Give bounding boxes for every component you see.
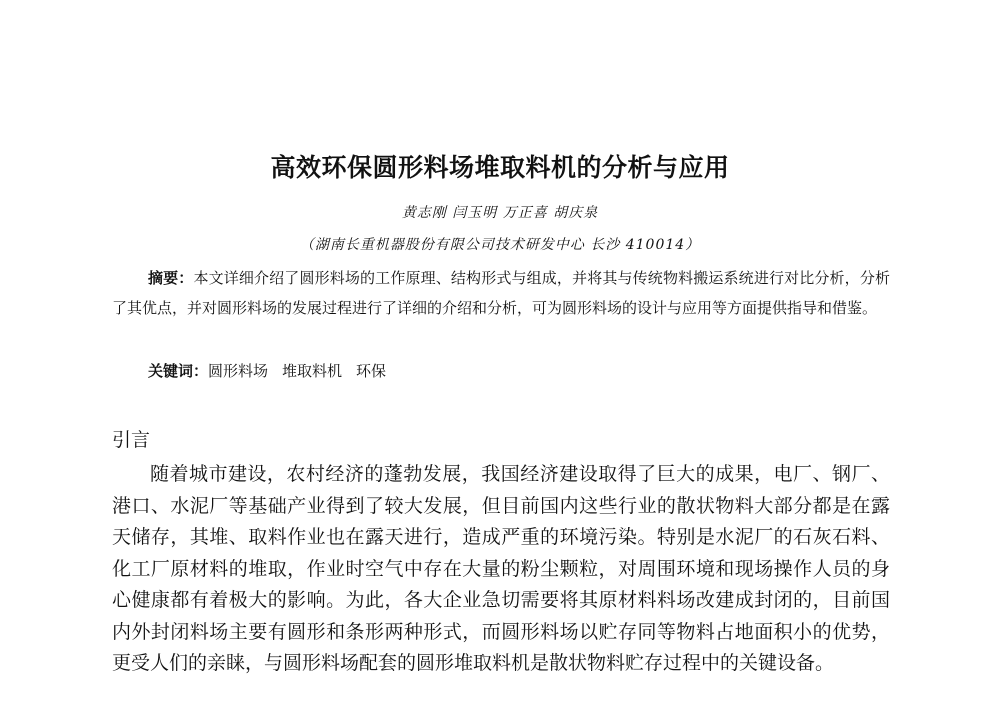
paper-title: 高效环保圆形料场堆取料机的分析与应用 (270, 153, 730, 182)
affiliation: （湖南长重机器股份有限公司技术研发中心 长沙 410014） (299, 237, 701, 253)
keyword-item: 堆取料机 (282, 362, 343, 380)
keywords-label: 关键词： (148, 362, 209, 380)
author-list: 黄志刚 闫玉明 万正喜 胡庆泉 (401, 205, 599, 221)
abstract-text: 本文详细介绍了圆形料场的工作原理、结构形式与组成，并将其与传统物料搬运系统进行对比分析，分析了其优点，并对圆形料场的发展过程进行了详细的介绍和分析，可为圆形料场的设计与应用等方面提供指导和借鉴。 (112, 269, 890, 317)
abstract-label: 摘要： (148, 269, 194, 287)
keyword-item: 圆形料场 (208, 362, 269, 380)
section-heading: 引言 (112, 429, 151, 451)
abstract (112, 263, 890, 323)
intro-paragraph: 随着城市建设，农村经济的蓬勃发展，我国经济建设取得了巨大的成果，电厂、钢厂、港口、水泥厂等基础产业得到了较大发展，但目前国内这些行业的散状物料大部分都是在露天储存，其堆、取料作业也在露天进行，造成严重的环境污染。特别是水泥厂的石灰石料、化工厂原材料的堆取，作业时空气中存在大量的粉尘颗粒，对周围环境和现场操作人员的身心健康都有着极大的影响。为此，各大企业急切需要将其原材料料场改建成封闭的，目前国内外封闭料场主要有圆形和条形两种形式，而圆形料场以贮存同等物料占地面积小的优势，更受人们的亲睐，与圆形料场配套的圆形堆取料机是散状物料贮存过程中的关键设备。 (112, 463, 890, 674)
keyword-item: 环保 (356, 362, 387, 380)
keywords (148, 360, 400, 381)
